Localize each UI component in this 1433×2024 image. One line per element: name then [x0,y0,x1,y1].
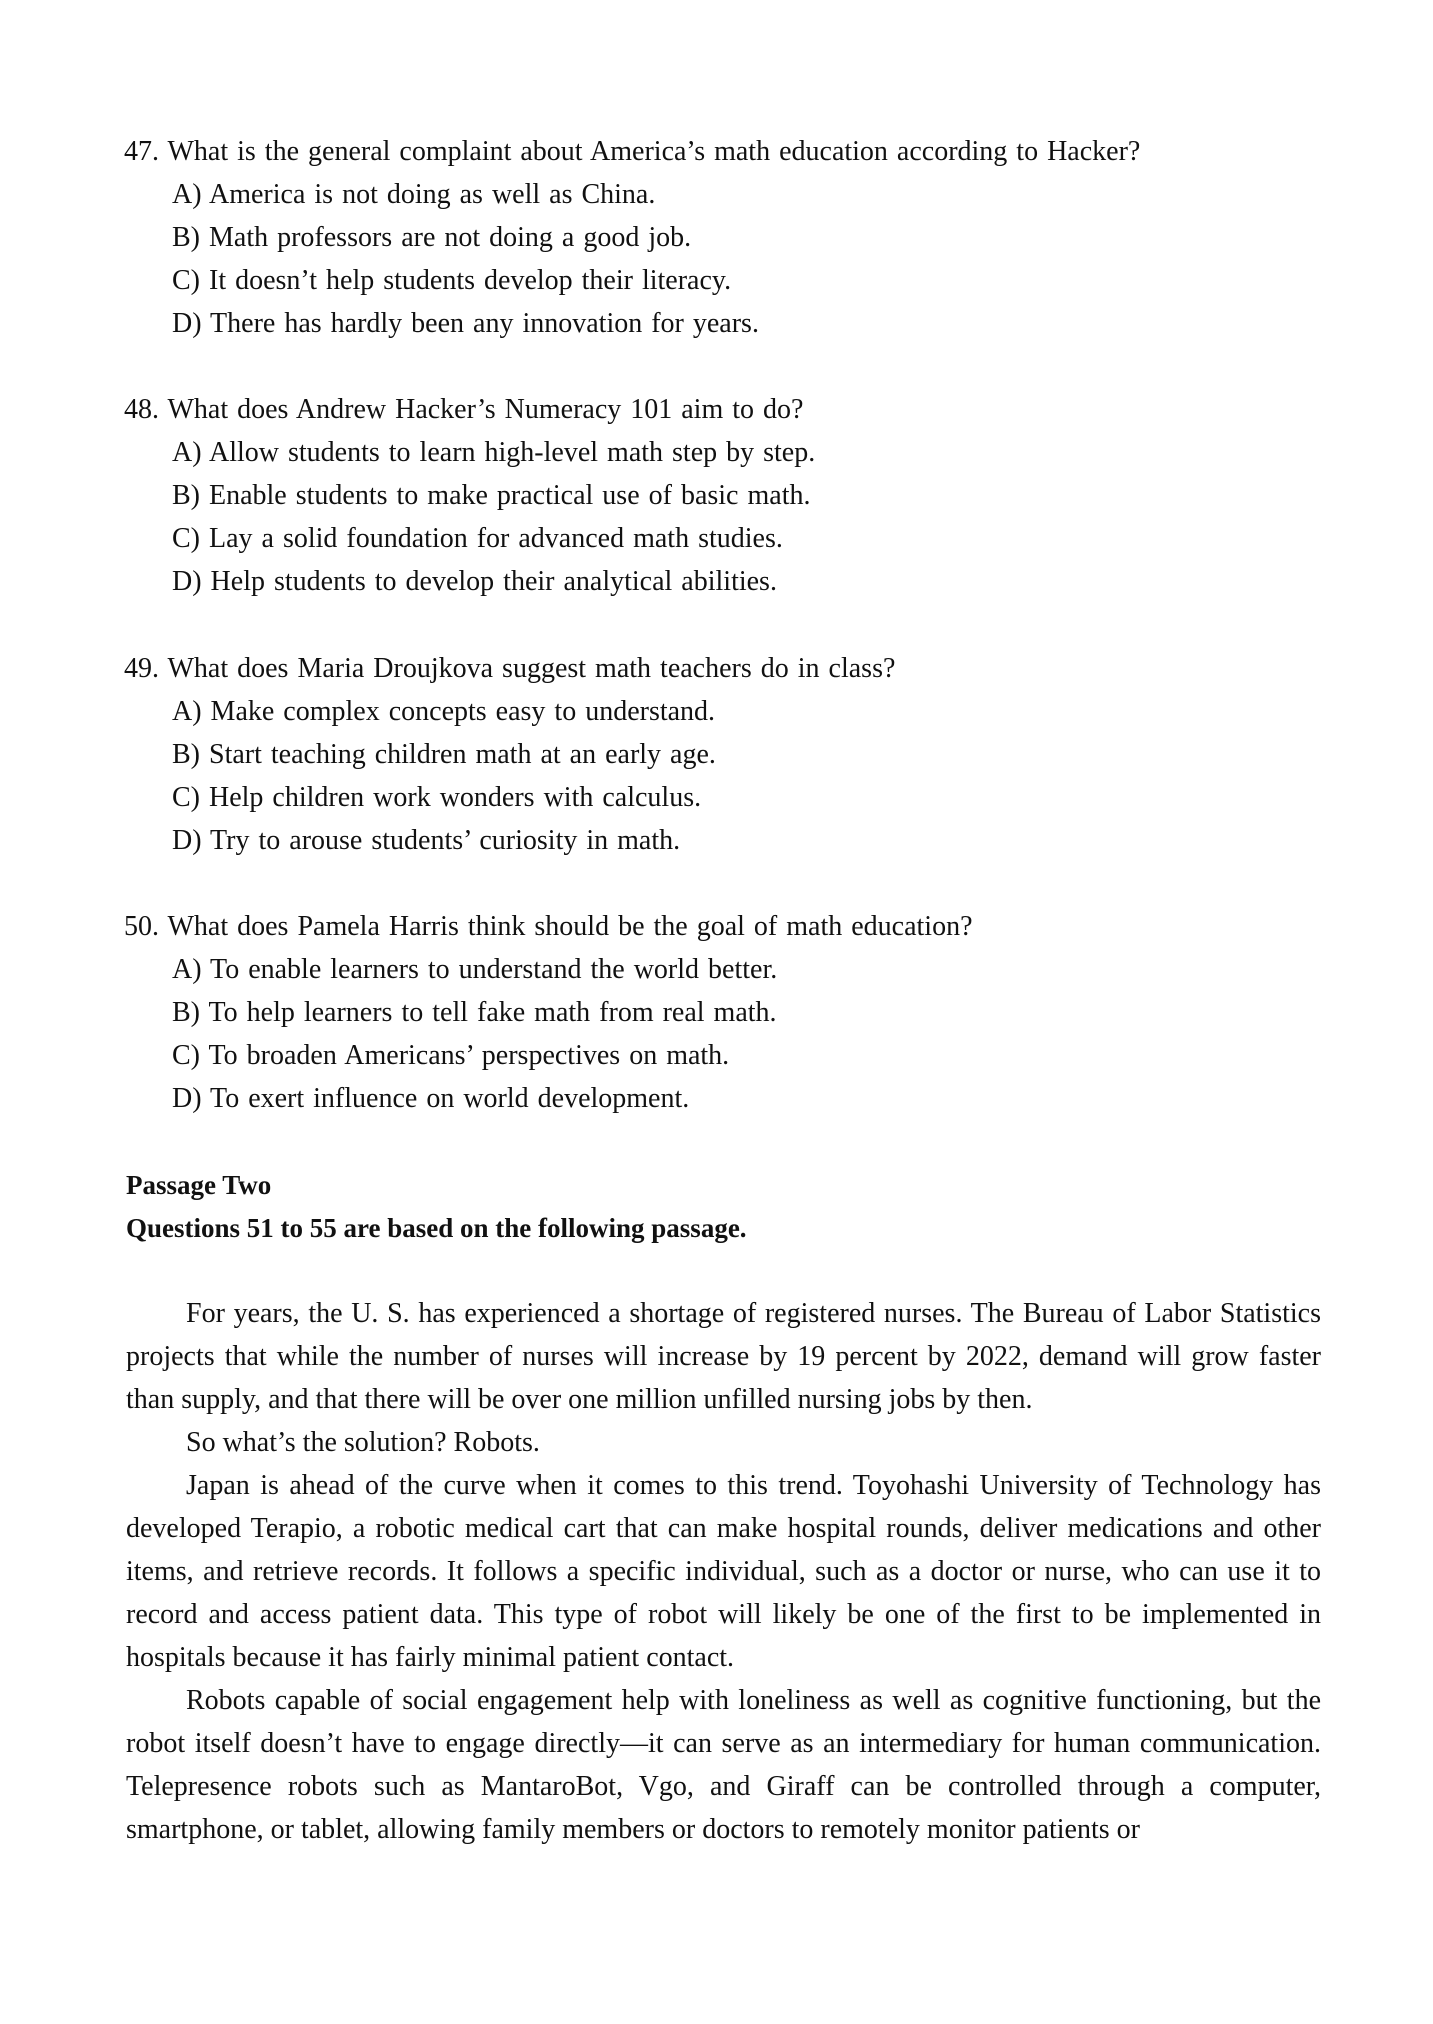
question-stem: 49. What does Maria Droujkova suggest math teachers do in class? [124,653,896,684]
option-b: B) To help learners to tell fake math from real math. [172,997,777,1028]
option-a: A) Make complex concepts easy to understand. [172,696,716,727]
question-50 [124,905,1324,1120]
passage-paragraph: Japan is ahead of the curve when it comes to this trend. Toyohashi University of Technology has developed Terapio, a robotic medical cart that can make hospital rounds, deliver medications and other items, and retrieve records. It follows a specific individual, such as a doctor or nurse, who can use it to record and access patient data. This type of robot will likely be one of the first to be implemented in hospitals because it has fairly minimal patient contact. [126,1470,1321,1673]
question-49 [124,647,1324,862]
option-c: C) To broaden Americans’ perspectives on math. [172,1040,730,1071]
option-d: D) Try to arouse students’ curiosity in math. [172,825,681,856]
passage-paragraph: So what’s the solution? Robots. [186,1427,540,1458]
option-c: C) Help children work wonders with calculus. [172,782,702,813]
option-a: A) America is not doing as well as China. [172,179,656,210]
passage-title: Passage Two [126,1170,272,1200]
question-47 [124,130,1324,345]
option-c: C) It doesn’t help students develop their literacy. [172,265,732,296]
question-stem: 47. What is the general complaint about America’s math education according to Hacker? [124,136,1141,167]
question-stem: 50. What does Pamela Harris think should be the goal of math education? [124,911,973,942]
option-a: A) Allow students to learn high-level math step by step. [172,437,816,468]
option-b: B) Math professors are not doing a good job. [172,222,692,253]
question-48 [124,388,1324,603]
option-d: D) To exert influence on world development. [172,1083,690,1114]
passage-instruction: Questions 51 to 55 are based on the following passage. [126,1213,747,1243]
passage-paragraph: Robots capable of social engagement help with loneliness as well as cognitive functioning, but the robot itself doesn’t have to engage directly—it can serve as an intermediary for human communication. Telepresence robots such as MantaroBot, Vgo, and Giraff can be controlled through a computer, smartphone, or tablet, allowing family members or doctors to remotely monitor patients or [126,1685,1321,1845]
option-d: D) There has hardly been any innovation for years. [172,308,759,339]
question-stem: 48. What does Andrew Hacker’s Numeracy 101 aim to do? [124,394,804,425]
option-d: D) Help students to develop their analytical abilities. [172,566,777,597]
option-c: C) Lay a solid foundation for advanced math studies. [172,523,783,554]
option-b: B) Enable students to make practical use of basic math. [172,480,811,511]
passage-text [126,1292,1321,1851]
passage-paragraph: For years, the U. S. has experienced a shortage of registered nurses. The Bureau of Labor Statistics projects that while the number of nurses will increase by 19 percent by 2022, demand will grow faster than supply, and that there will be over one million unfilled nursing jobs by then. [126,1298,1321,1415]
option-b: B) Start teaching children math at an early age. [172,739,716,770]
option-a: A) To enable learners to understand the world better. [172,954,778,985]
